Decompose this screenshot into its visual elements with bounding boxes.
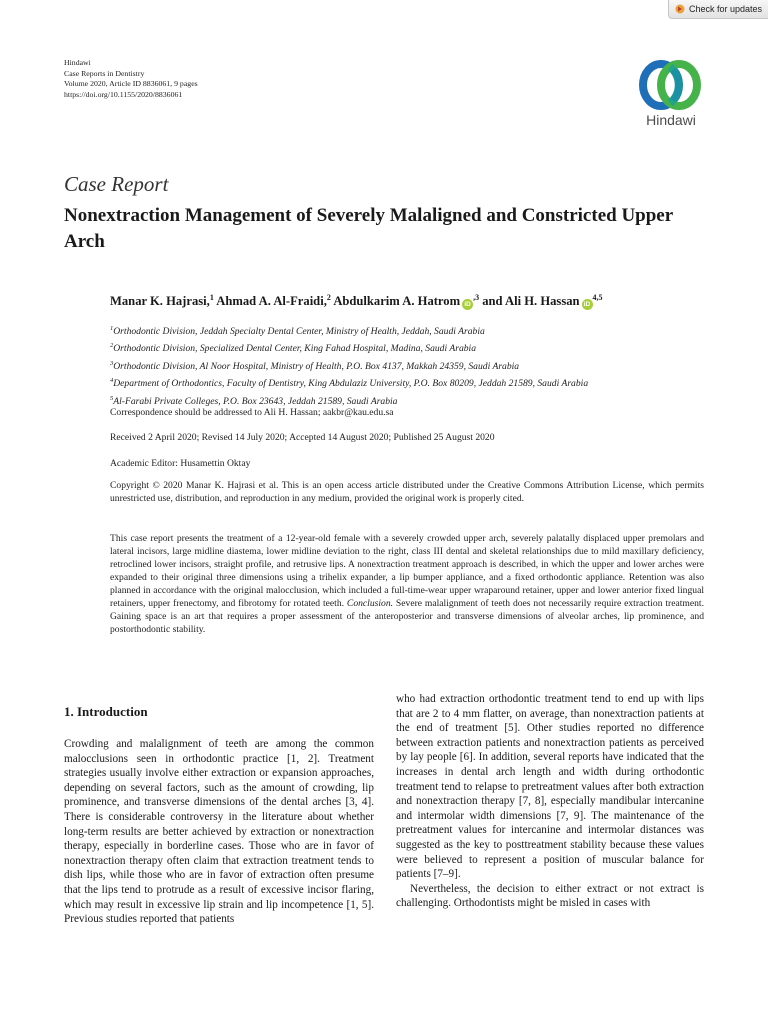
affiliation-number: 4 bbox=[110, 377, 114, 385]
volume-info: Volume 2020, Article ID 8836061, 9 pages bbox=[64, 79, 198, 88]
conclusion-label: Conclusion. bbox=[346, 598, 394, 609]
body-paragraph: Nevertheless, the decision to either extract or not extract is challenging. Orthodontists might be misled in cases with bbox=[396, 882, 704, 910]
abstract-body: This case report presents the treatment of a 12-year-old female with a severely crowded upper arch, severely palatally displaced upper premolars and lateral incisors, large midline diastema, lower midline deviation to the right, class III dental and skeletal relationships due to mild maxillary deficiency, retroclined lower incisors, straight profile, and retrusive lips. A nonextraction treatment approach is described, in which the upper and lower arches were expanded to their original three dimensions using a trihelix expander, a lip bumper appliance, and a fixed orthodontic appliance. Retention was also planned in accordance with the original malocclusion, which included a full-time-wear upper wraparound retainer, upper and lower anterior fixed lingual retainers, upper frenectomy, and fibrotomy for rotated teeth. bbox=[110, 533, 704, 609]
author-name: and Ali H. Hassan bbox=[482, 294, 580, 309]
affiliation-text: Orthodontic Division, Specialized Dental Center, King Fahad Hospital, Madina, Saudi Arabia bbox=[113, 343, 477, 355]
author-affiliation-mark: 1 bbox=[209, 293, 214, 302]
journal-name: Case Reports in Dentistry bbox=[64, 68, 145, 78]
check-for-updates-label: Check for updates bbox=[689, 4, 763, 14]
affiliation-list bbox=[110, 322, 588, 409]
doi-link[interactable]: https://doi.org/10.1155/2020/8836061 bbox=[64, 89, 183, 99]
affiliation-text: Department of Orthodontics, Faculty of Dentistry, King Abdulaziz University, P.O. Box 80209, Jeddah 21589, Saudi Arabia bbox=[113, 378, 589, 390]
abstract bbox=[110, 532, 704, 636]
article-title: Nonextraction Management of Severely Malaligned and Constricted Upper Arch bbox=[64, 205, 673, 252]
article-type: Case Report bbox=[64, 172, 169, 196]
update-icon bbox=[675, 4, 685, 14]
abstract-conclusion: Severe malalignment of teeth does not necessarily require extraction treatment. Gaining space is an art that requires a proper assessment of the anteroposterior and transverse dimensions of alveolar arches, lip prominence, and postorthodontic stability. bbox=[110, 598, 704, 635]
body-paragraph: who had extraction orthodontic treatment tend to end up with lips that are 2 to 4 mm flatter, on average, than nonextraction patients at the end of treatment [5]. Other studies reported no difference between extraction patients and nonextraction patients as perceived by lay people [6]. In addition, several reports have indicated that the increases in dental arch length and width during orthodontic treatment tend to relapse to pretreatment values after both extraction and nonextraction therapy [7, 8], especially mandibular intercanine and intermolar width dimensions [7, 9]. The maintenance of the pretreatment values for intercanine and intermolar distances was suggested as the key to posttreatment stability because these values were believed to represent a position of muscular balance for patients [7–9]. bbox=[396, 693, 704, 881]
affiliation-item bbox=[110, 339, 588, 356]
affiliation-text: Orthodontic Division, Al Noor Hospital, Ministry of Health, P.O. Box 4137, Makkah 24359, Saudi Arabia bbox=[113, 361, 520, 373]
affiliation-number: 1 bbox=[110, 325, 114, 332]
body-paragraph: Crowding and malalignment of teeth are among the common malocclusions seen in orthodontic practice [1, 2]. Treatment strategies usually involve either extraction or expansion approaches, depending on several factors, such as the amount of crowding, lip prominence, and transverse dimensions of the dental arches [3, 4]. There is considerable controversy in the literature about whether long-term results are better achieved by extraction or nonextraction therapy, especially in borderline cases. Those who are in favor of nonextraction therapy often claim that extraction treatment tends to dish lips, while those who are in favor of extraction often presume that the lips tend to protrude as a result of excessive incisor flaring, which may result in excessive lip strain and lip incompetence [1, 5]. Previous studies reported that patients bbox=[64, 738, 374, 926]
right-column bbox=[396, 692, 704, 911]
publisher-name: Hindawi bbox=[64, 58, 91, 67]
affiliation-text: Al-Farabi Private Colleges, P.O. Box 23643, Jeddah 21589, Saudi Arabia bbox=[113, 396, 398, 408]
author-name: Manar K. Hajrasi, bbox=[110, 294, 210, 309]
author-affiliation-mark: 2 bbox=[326, 293, 331, 302]
copyright-notice: Copyright © 2020 Manar K. Hajrasi et al. This is an open access article distributed under the Creative Commons Attribution License, which permits unrestricted use, distribution, and reproduction in any medium, provided the original work is properly cited. bbox=[110, 480, 704, 504]
affiliation-text: Orthodontic Division, Jeddah Specialty Dental Center, Ministry of Health, Jeddah, Saudi Arabia bbox=[113, 326, 485, 338]
correspondence-line: Correspondence should be addressed to Ali H. Hassan; aakbr@kau.edu.sa bbox=[110, 407, 394, 418]
author-name: Ahmad A. Al-Fraidi, bbox=[216, 294, 327, 309]
hindawi-logo-icon bbox=[630, 60, 710, 110]
journal-meta bbox=[64, 58, 198, 100]
academic-editor: Academic Editor: Husamettin Oktay bbox=[110, 458, 251, 469]
section-heading: 1. Introduction bbox=[64, 704, 148, 719]
affiliation-item bbox=[110, 357, 588, 374]
dates-line: Received 2 April 2020; Revised 14 July 2020; Accepted 14 August 2020; Published 25 August 2020 bbox=[110, 432, 495, 443]
check-for-updates-button[interactable] bbox=[668, 0, 768, 19]
author-affiliation-mark: 4,5 bbox=[592, 293, 603, 302]
affiliation-item bbox=[110, 322, 588, 339]
hindawi-logo-text: Hindawi bbox=[646, 112, 696, 128]
author-list bbox=[110, 293, 603, 310]
affiliation-number: 3 bbox=[110, 359, 114, 367]
affiliation-item bbox=[110, 374, 588, 391]
orcid-icon[interactable]: iD bbox=[582, 299, 593, 310]
affiliation-number: 2 bbox=[110, 342, 114, 350]
left-column bbox=[64, 737, 374, 927]
affiliation-number: 5 bbox=[110, 394, 114, 402]
author-name: Abdulkarim A. Hatrom bbox=[333, 294, 461, 309]
author-affiliation-mark: ,3 bbox=[473, 293, 480, 302]
orcid-icon[interactable]: iD bbox=[462, 299, 473, 310]
